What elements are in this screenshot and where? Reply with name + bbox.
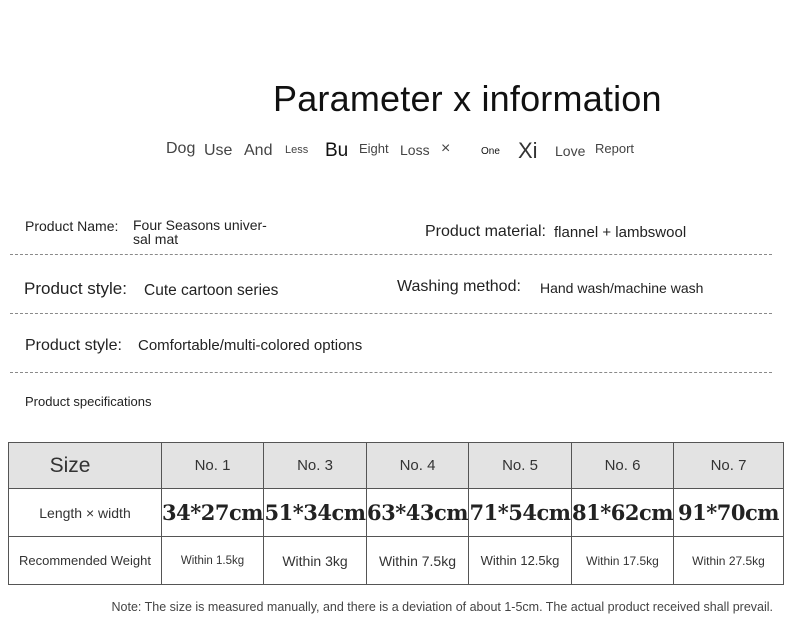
- subtitle-word: Less: [285, 144, 309, 156]
- product-style-2-value: Comfortable/multi-colored options: [138, 337, 363, 354]
- product-style-label: Product style:: [24, 279, 127, 298]
- size-note: Note: The size is measured manually, and there is a deviation of about 1-5cm. The actual product received shall prevail.: [111, 600, 773, 614]
- washing-method-value: Hand wash/machine wash: [540, 280, 704, 296]
- product-name-value: Four Seasons univer- sal mat: [133, 217, 267, 247]
- product-material-value: flannel + lambswool: [554, 224, 687, 241]
- page-title: Parameter x information: [273, 78, 662, 119]
- subtitle-word: Dog: [166, 140, 196, 157]
- weight-cell: Within 17.5kg: [572, 537, 674, 585]
- subtitle-word: Xi: [518, 138, 538, 163]
- washing-method-label: Washing method:: [397, 278, 521, 295]
- column-header: No. 1: [162, 443, 264, 489]
- table-row: [9, 489, 784, 537]
- weight-cell: Within 7.5kg: [367, 537, 469, 585]
- subtitle-word: Love: [555, 143, 586, 159]
- size-header-cell: [9, 443, 162, 489]
- subtitle-word: Use: [204, 142, 233, 159]
- subtitle-word: Eight: [359, 141, 389, 156]
- subtitle-word: ×: [441, 140, 451, 157]
- column-header: No. 4: [367, 443, 469, 489]
- divider: [10, 313, 772, 314]
- table-row: [9, 537, 784, 585]
- dims-cell: 63*43cm: [367, 489, 469, 537]
- dims-cell: 34*27cm: [162, 489, 264, 537]
- subtitle-word: Report: [595, 141, 635, 156]
- product-name-label: Product Name:: [25, 218, 119, 234]
- column-header: No. 3: [264, 443, 367, 489]
- dims-cell: 51*34cm: [264, 489, 367, 537]
- subtitle-word: Bu: [325, 140, 349, 161]
- column-header: No. 6: [572, 443, 674, 489]
- subtitle-word: Loss: [400, 142, 430, 158]
- product-style-2-label: Product style:: [25, 337, 122, 354]
- specifications-title: Product specifications: [25, 394, 152, 409]
- product-material-label: Product material:: [425, 223, 546, 240]
- row-label-length-width: Length × width: [9, 489, 162, 537]
- subtitle-word: And: [244, 142, 273, 159]
- size-table: [8, 442, 784, 585]
- weight-cell: Within 3kg: [264, 537, 367, 585]
- divider: [10, 372, 772, 373]
- subtitle-words: [0, 138, 790, 168]
- weight-cell: Within 12.5kg: [469, 537, 572, 585]
- size-header: Size: [49, 453, 91, 477]
- divider: [10, 254, 772, 255]
- dims-cell: 81*62cm: [572, 489, 674, 537]
- column-header: No. 5: [469, 443, 572, 489]
- dims-cell: 91*70cm: [674, 489, 784, 537]
- subtitle-word: One: [481, 146, 500, 157]
- table-header-row: [9, 443, 784, 489]
- dims-cell: 71*54cm: [469, 489, 572, 537]
- weight-cell: Within 27.5kg: [674, 537, 784, 585]
- column-header: No. 7: [674, 443, 784, 489]
- product-style-value: Cute cartoon series: [144, 282, 279, 299]
- row-label-recommended-weight: Recommended Weight: [9, 537, 162, 585]
- weight-cell: Within 1.5kg: [162, 537, 264, 585]
